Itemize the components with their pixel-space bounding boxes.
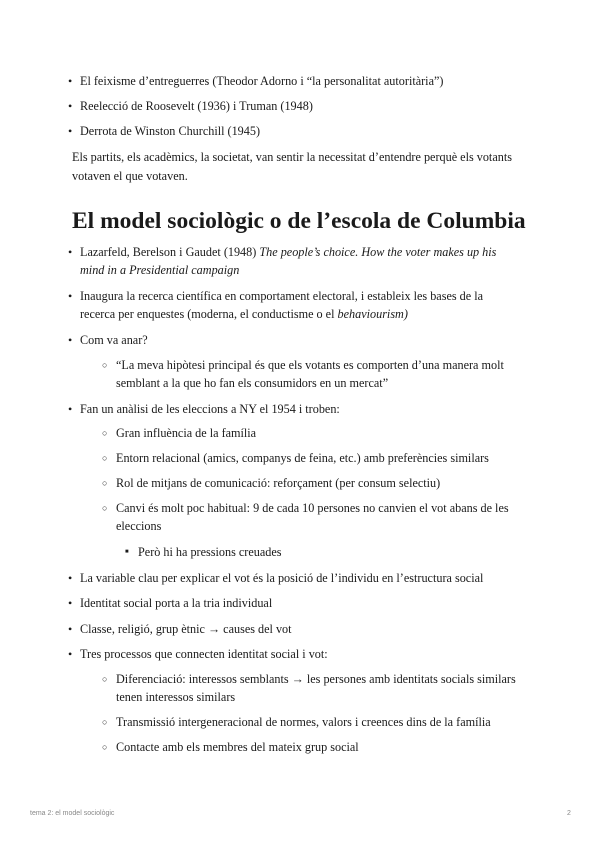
- sub-list-item: ○ Contacte amb els membres del mateix grup social: [116, 738, 516, 756]
- sub-list-item: ○ Rol de mitjans de comunicació: reforçament (per consum selectiu): [116, 474, 516, 492]
- list-item-text: Inaugura la recerca científica en comportament electoral, i estableix les bases de la recerca per enquestes (moderna, el conductisme o el: [80, 289, 483, 321]
- list-item: [80, 243, 520, 279]
- section-title: El model sociològic o de l’escola de Columbia: [72, 208, 526, 234]
- sub-list-item: ○ Entorn relacional (amics, companys de feina, etc.) amb preferències similars: [116, 449, 516, 467]
- reference-authors: Lazarfeld, Berelson i Gaudet (1948): [80, 245, 260, 259]
- list-item: • Identitat social porta a la tria individual: [80, 594, 520, 612]
- sub-sub-list-item: ■ Però hi ha pressions creuades: [138, 543, 518, 561]
- sub-list-item: ○ Diferenciació: interessos semblants → les persones amb identitats socials similars tenen interessos similars: [116, 670, 516, 706]
- list-item: • Fan un anàlisi de les eleccions a NY el 1954 i troben:: [80, 400, 520, 418]
- list-item: • Tres processos que connecten identitat social i vot:: [80, 645, 520, 663]
- sub-list-item: ○ Canvi és molt poc habitual: 9 de cada 10 persones no canvien el vot abans de les eleccions: [116, 499, 516, 535]
- page-number: 2: [567, 810, 571, 817]
- list-item: • Classe, religió, grup ètnic → causes del vot: [80, 620, 520, 638]
- list-item: [80, 287, 520, 323]
- list-item-italic: behaviourism): [337, 307, 408, 321]
- list-item: • Com va anar?: [80, 331, 520, 349]
- list-item: • Reelecció de Roosevelt (1936) i Truman (1948): [80, 97, 520, 115]
- list-item: • Derrota de Winston Churchill (1945): [80, 122, 520, 140]
- list-item: • La variable clau per explicar el vot és la posició de l’individu en l’estructura social: [80, 569, 520, 587]
- sub-list-item: ○ “La meva hipòtesi principal és que els votants es comporten d’una manera molt semblant a la que ho fan els consumidors en un mercat”: [116, 356, 516, 392]
- reference-title: The people’s choice. How the voter makes up his mind in a Presidential campaign: [80, 245, 497, 277]
- intro-paragraph: Els partits, els acadèmics, la societat, van sentir la necessitat d’entendre perquè els votants votaven el que votaven.: [72, 150, 512, 183]
- list-item: • El feixisme d’entreguerres (Theodor Adorno i “la personalitat autoritària”): [80, 72, 520, 90]
- sub-list-item: ○ Transmissió intergeneracional de normes, valors i creences dins de la família: [116, 713, 516, 731]
- footer-title: tema 2: el model sociològic: [30, 810, 115, 817]
- sub-list-item: ○ Gran influència de la família: [116, 424, 516, 442]
